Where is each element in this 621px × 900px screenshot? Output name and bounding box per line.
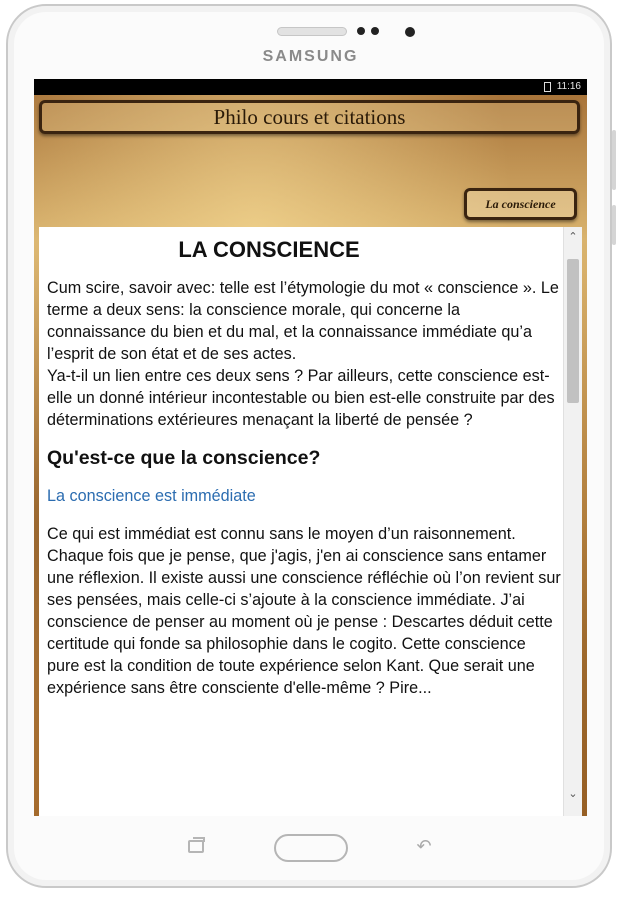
scroll-up-icon[interactable]: ⌃ [568,231,578,243]
front-camera [405,27,415,37]
app-title: Philo cours et citations [213,105,406,129]
tab-la-conscience[interactable] [464,188,577,220]
app-title-banner [39,100,580,134]
scroll-down-icon[interactable]: ⌄ [568,788,578,800]
scroll-thumb[interactable] [567,259,579,403]
status-time: 11:16 [556,81,581,92]
status-bar [34,79,587,95]
power-button [612,205,616,245]
question-paragraph: Ya-t-il un lien entre ces deux sens ? Par ailleurs, cette conscience est-elle un donné intérieur incontestable ou bien est-elle construite par des déterminations extérieures menaçant la liberté de pensée ? [47,367,555,429]
home-button[interactable] [274,834,348,862]
sensor-dot [357,27,365,35]
scrollbar[interactable] [563,227,582,816]
sensor-dot [371,27,379,35]
battery-icon [544,82,551,92]
body-paragraph: Ce qui est immédiat est connu sans le moyen d’un raisonnement. Chaque fois que je pense, que j'agis, j'en ai conscience sans entamer une réflexion. Il existe aussi une conscience réfléchie où l’on revient sur ses pensées, mais celle-ci s’ajoute à la conscience immédiate. J’ai conscience de penser au moment où je pense : Descartes déduit cette certitude qui fonde sa philosophie dans le cogito. Cette conscience pure est la condition de toute expérience selon Kant. Que serait une expérience sans être consciente d'elle-même ? Pire... [47,525,561,697]
app-background [34,95,587,816]
article [47,227,561,699]
recent-apps-icon[interactable] [188,840,204,853]
back-icon[interactable]: ↶ [416,836,432,856]
intro-paragraph: Cum scire, savoir avec: telle est l’étymologie du mot « conscience ». Le terme a deux sens: la conscience morale, qui concerne la connaissance du bien et du mal, et la connaissance immédiate qu’a l’esprit de son état et de ses actes. [47,279,559,363]
section-link[interactable]: La conscience est immédiate [47,487,256,505]
speaker-grille [277,27,347,36]
volume-button [612,130,616,190]
section-heading: Qu'est-ce que la conscience? [47,447,321,469]
content-panel[interactable] [39,227,582,816]
tab-label: La conscience [485,197,556,211]
screen [34,79,587,816]
page-title: LA CONSCIENCE [178,237,360,262]
brand-logo: SAMSUNG [262,48,359,65]
